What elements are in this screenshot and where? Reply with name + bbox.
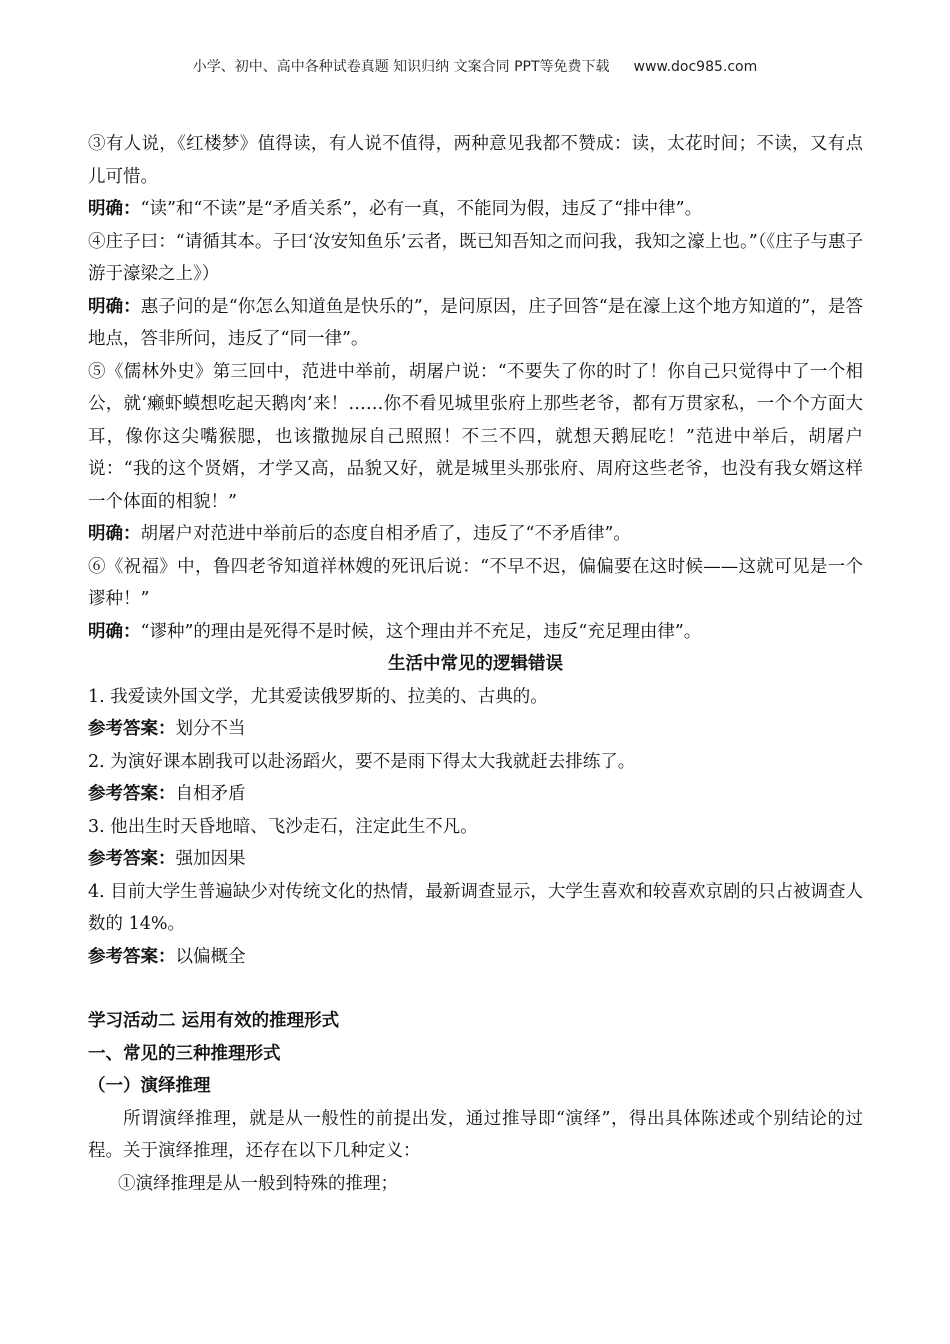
item-4-text: ④庄子曰：“请循其本。子曰‘汝安知鱼乐’云者，既已知吾知之而问我，我知之濠上也。”（《庄子与惠子游于濠梁之上》）	[88, 231, 864, 284]
definition-item-1: ①演绎推理是从一般到特殊的推理；	[118, 1173, 398, 1194]
header-text: 小学、初中、高中各种试卷真题 知识归纳 文案合同 PPT等免费下载	[192, 59, 610, 75]
subsection-heading: （一）演绎推理	[88, 1076, 211, 1096]
error-question-3: 3. 他出生时天昏地暗、飞沙走石，注定此生不凡。	[88, 816, 478, 837]
header-url[interactable]: www.doc985.com	[633, 59, 758, 75]
error-question-4: 4. 目前大学生普遍缺少对传统文化的热情，最新调查显示，大学生喜欢和较喜欢京剧的只占被调查人数的 14%。	[88, 881, 863, 934]
spacer	[88, 973, 863, 1005]
error-answer-4: 参考答案：以偏概全	[88, 946, 246, 967]
item-5-answer: 明确：胡屠户对范进中举前后的态度自相矛盾了，违反了“不矛盾律”。	[88, 524, 631, 544]
error-question-2: 2. 为演好课本剧我可以赴汤蹈火，要不是雨下得太大我就赶去排练了。	[88, 751, 636, 772]
item-4-answer: 明确：惠子问的是“你怎么知道鱼是快乐的”，是问原因，庄子回答“是在濠上这个地方知道的”，是答地点，答非所问，违反了“同一律”。	[88, 296, 863, 349]
error-answer-2: 参考答案：自相矛盾	[88, 784, 246, 804]
item-3-answer: 明确：“读”和“不读”是“矛盾关系”，必有一真，不能同为假，违反了“排中律”。	[88, 199, 703, 219]
item-3-text: ③有人说，《红楼梦》值得读，有人说不值得，两种意见我都不赞成：读，太花时间；不读，又有点儿可惜。	[88, 134, 864, 187]
document-body	[88, 128, 863, 1200]
section-title: 生活中常见的逻辑错误	[388, 654, 563, 674]
item-6-text: ⑥《祝福》中，鲁四老爷知道祥林嫂的死讯后说：“不早不迟，偏偏要在这时候——这就可见是一个谬种！”	[88, 556, 863, 609]
section-one-heading: 一、常见的三种推理形式	[88, 1043, 281, 1064]
deduction-paragraph: 所谓演绎推理，就是从一般性的前提出发，通过推导即“演绎”，得出具体陈述或个别结论的过程。关于演绎推理，还存在以下几种定义：	[88, 1108, 863, 1161]
page-header	[0, 56, 950, 76]
error-answer-3: 参考答案：强加因果	[88, 849, 246, 869]
activity-title: 学习活动二 运用有效的推理形式	[88, 1011, 340, 1031]
item-6-answer: 明确：“谬种”的理由是死得不是时候，这个理由并不充足，违反“充足理由律”。	[88, 621, 702, 642]
error-answer-1: 参考答案：划分不当	[88, 719, 246, 739]
error-question-1: 1. 我爱读外国文学，尤其爱读俄罗斯的、拉美的、古典的。	[88, 686, 548, 707]
item-5-text: ⑤《儒林外史》第三回中，范进中举前，胡屠户说：“不要失了你的时了！你自己只觉得中了一个相公，就‘癞虾蟆想吃起天鹅肉’来！……你不看见城里张府上那些老爷，都有万贯家私，一个个方面大耳，像你这尖嘴猴腮，也该撒抛尿自己照照！不三不四，就想天鹅屁吃！”范进中举后，胡屠户说：“我的这个贤婿，才学又高，品貌又好，就是城里头那张府、周府这些老爷，也没有我女婿这样一个体面的相貌！”	[88, 361, 864, 512]
